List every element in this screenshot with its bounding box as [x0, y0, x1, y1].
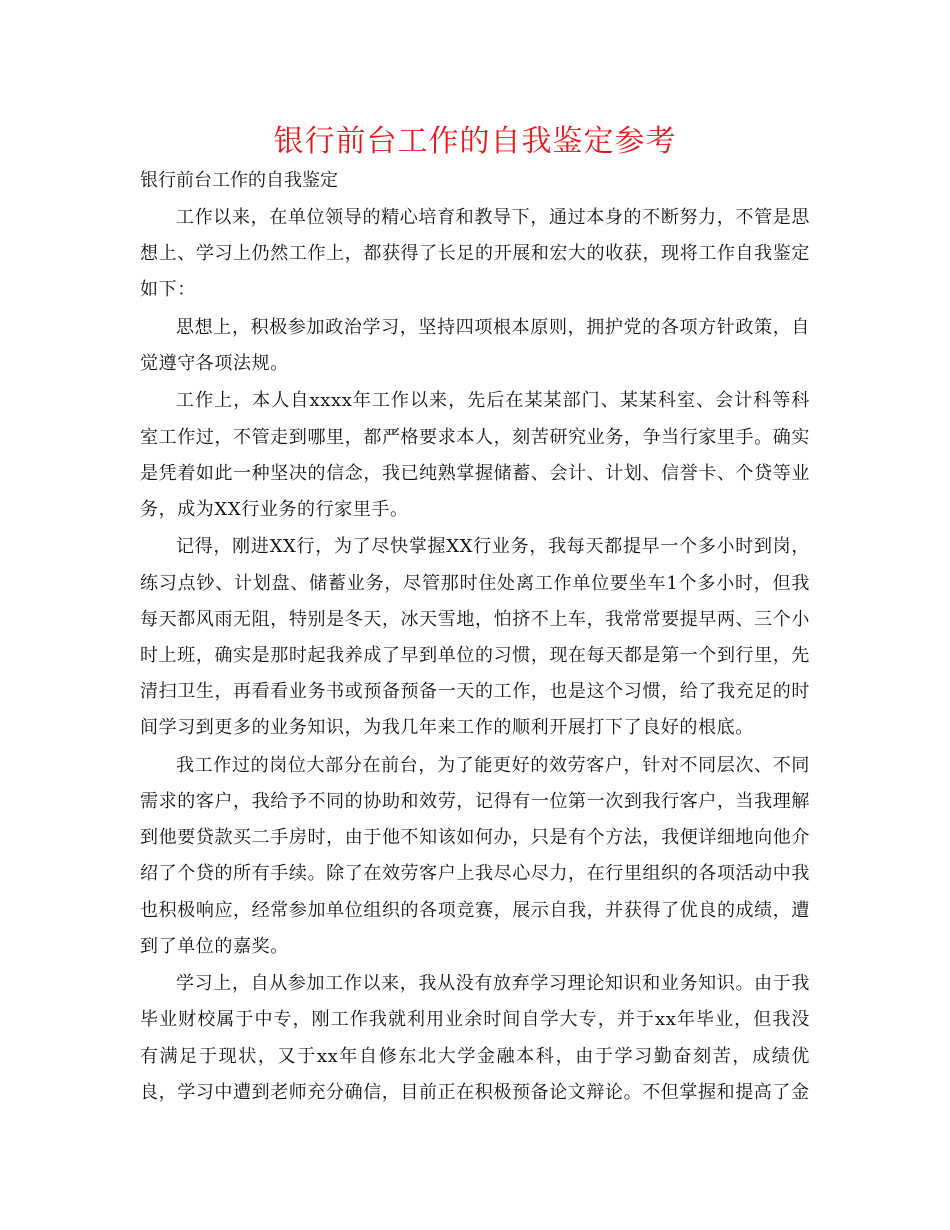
paragraph-memory: 记得，刚进XX行，为了尽快掌握XX行业务，我每天都提早一个多小时到岗，练习点钞、计划盘、储蓄业务，尽管那时住处离工作单位要坐车1个多小时，但我每天都风雨无阻，特别是冬天，冰天雪地，怕挤不上车，我常常要提早两、三个小时上班，确实是那时起我养成了早到单位的习惯，现在每天都是第一个到行里，先清扫卫生，再看看业务书或预备预备一天的工作，也是这个习惯，给了我充足的时间学习到更多的业务知识，为我几年来工作的顺利开展打下了良好的根底。	[140, 536, 810, 739]
document-body	[140, 200, 810, 1112]
paragraph-intro: 工作以来，在单位领导的精心培育和教导下，通过本身的不断努力，不管是思想上、学习上仍然工作上，都获得了长足的开展和宏大的收获，现将工作自我鉴定如下：	[140, 207, 810, 301]
paragraph-work: 工作上，本人自xxxx年工作以来，先后在某某部门、某某科室、会计科等科室工作过，不管走到哪里，都严格要求本人，刻苦研究业务，争当行家里手。确实是凭着如此一种坚决的信念，我已纯熟掌握储蓄、会计、计划、信誉卡、个贷等业务，成为XX行业务的行家里手。	[140, 390, 810, 520]
paragraph-thought: 思想上，积极参加政治学习，坚持四项根本原则，拥护党的各项方针政策，自觉遵守各项法规。	[140, 316, 810, 374]
document-title: 银行前台工作的自我鉴定参考	[273, 124, 677, 159]
paragraph-study: 学习上，自从参加工作以来，我从没有放弃学习理论知识和业务知识。由于我毕业财校属于中专，刚工作我就利用业余时间自学大专，并于xx年毕业，但我没有满足于现状，又于xx年自修东北大学金融本科，由于学习勤奋刻苦，成绩优良，学习中遭到老师充分确信，目前正在积极预备论文辩论。不但掌握和提高了金	[140, 973, 810, 1103]
document-subtitle: 银行前台工作的自我鉴定	[140, 170, 338, 191]
paragraph-service: 我工作过的岗位大部分在前台，为了能更好的效劳客户，针对不同层次、不同需求的客户，我给予不同的协助和效劳，记得有一位第一次到我行客户，当我理解到他要贷款买二手房时，由于他不知该如何办，只是有个方法，我便详细地向他介绍了个贷的所有手续。除了在效劳客户上我尽心尽力，在行里组织的各项活动中我也积极响应，经常参加单位组织的各项竞赛，展示自我，并获得了优良的成绩，遭到了单位的嘉奖。	[140, 754, 810, 957]
